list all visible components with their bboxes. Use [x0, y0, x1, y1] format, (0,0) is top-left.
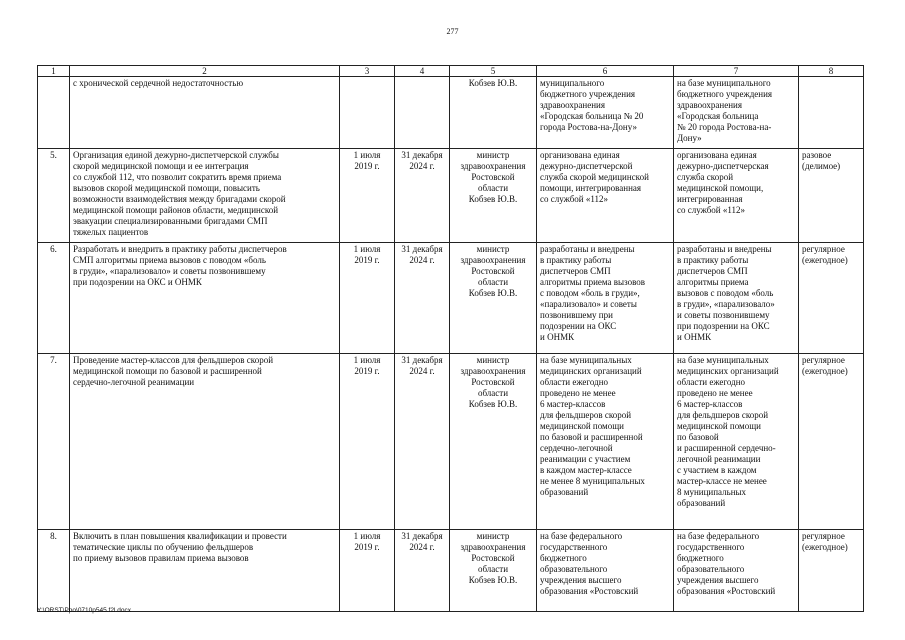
cell-text-line: государственного: [540, 542, 608, 552]
activity-cell: [70, 77, 340, 149]
cell-text-line: 31 декабря: [401, 355, 443, 365]
responsible-cell: [450, 530, 537, 612]
indicator-cell: [674, 354, 799, 530]
cell-text-line: проведено не менее: [677, 388, 753, 398]
cell-text-line: с участием в каждом: [677, 465, 757, 475]
cell-text-line: на базе федерального: [677, 531, 760, 541]
cell-text-line: (делимое): [802, 161, 841, 171]
cell-text-line: при подозрении на ОКС и ОНМК: [73, 277, 202, 287]
cell-text-line: государственного: [677, 542, 745, 552]
result-cell: [537, 243, 674, 354]
end-date-cell: [395, 530, 450, 612]
end-date-cell: [395, 354, 450, 530]
cell-text-line: для фельдшеров скорой: [677, 410, 769, 420]
cell-text-line: 2019 г.: [354, 542, 380, 552]
cell-text-line: и советы позвонившему: [677, 310, 770, 320]
cell-text-line: служба скорой: [677, 172, 734, 182]
cell-text-line: Кобзев Ю.В.: [468, 575, 518, 585]
cell-text-line: образований: [677, 498, 726, 508]
col-header-1: 1: [38, 66, 70, 77]
result-cell: [537, 530, 674, 612]
end-date-cell: [395, 149, 450, 243]
cell-text-line: 6 мастер-классов: [540, 399, 606, 409]
cell-text-line: в практику работы: [540, 255, 612, 265]
cell-text-line: министр: [476, 150, 510, 160]
cell-text-line: проведено не менее: [540, 388, 616, 398]
cell-text-line: по базовой и расширенной: [540, 432, 643, 442]
indicator-cell: [674, 243, 799, 354]
cell-text-line: дежурно-диспетчерской: [540, 161, 633, 171]
indicator-cell: [674, 77, 799, 149]
cell-text-line: области: [477, 183, 509, 193]
cell-text-line: не менее 8 муниципальных: [540, 476, 645, 486]
cell-text-line: с хронической сердечной недостаточностью: [73, 78, 244, 88]
periodicity-cell: [799, 530, 864, 612]
cell-text-line: Ростовской: [471, 553, 515, 563]
responsible-cell: [450, 149, 537, 243]
cell-text-line: области ежегодно: [540, 377, 609, 387]
cell-text-line: Дону»: [677, 133, 702, 143]
activity-cell: [70, 243, 340, 354]
cell-text-line: диспетчеров СМП: [540, 266, 611, 276]
cell-text-line: министр: [476, 531, 510, 541]
periodicity-cell: [799, 149, 864, 243]
indicator-cell: [674, 149, 799, 243]
cell-text-line: области: [477, 564, 509, 574]
cell-text-line: диспетчеров СМП: [677, 266, 748, 276]
cell-text-line: вызовов скорой медицинской помощи, повысить: [73, 183, 260, 193]
cell-text-line: и расширенной сердечно-: [677, 443, 776, 453]
activity-cell: [70, 354, 340, 530]
cell-text-line: области: [477, 388, 509, 398]
cell-text-line: министр: [476, 244, 510, 254]
cell-text-line: 31 декабря: [401, 244, 443, 254]
cell-text-line: Проведение мастер-классов для фельдшеров скорой: [73, 355, 274, 365]
cell-text-line: медицинской помощи: [540, 421, 624, 431]
row-number: 8.: [38, 530, 70, 612]
cell-text-line: на базе муниципального: [677, 78, 771, 88]
result-cell: [537, 77, 674, 149]
table-row: [38, 243, 864, 354]
plan-table: [37, 65, 864, 612]
table-row: [38, 77, 864, 149]
cell-text-line: на базе муниципальных: [677, 355, 769, 365]
cell-text-line: образовательного: [677, 564, 745, 574]
cell-text-line: 8 муниципальных: [677, 487, 747, 497]
row-number: [38, 77, 70, 149]
periodicity-cell: [799, 77, 864, 149]
cell-text-line: регулярное: [802, 531, 845, 541]
cell-text-line: 1 июля: [353, 150, 381, 160]
col-header-5: 5: [450, 66, 537, 77]
cell-text-line: мастер-классе не менее: [677, 476, 767, 486]
cell-text-line: со службой «112»: [677, 205, 746, 215]
cell-text-line: организована единая: [540, 150, 620, 160]
activity-cell: [70, 530, 340, 612]
cell-text-line: (ежегодное): [802, 255, 848, 265]
cell-text-line: Кобзев Ю.В.: [468, 399, 518, 409]
row-number: 5.: [38, 149, 70, 243]
activity-cell: [70, 149, 340, 243]
cell-text-line: города Ростова-на-Дону»: [540, 122, 637, 132]
table-row: [38, 149, 864, 243]
cell-text-line: легочной реанимации: [677, 454, 761, 464]
cell-text-line: разработаны и внедрены: [677, 244, 772, 254]
cell-text-line: в груди», «парализовало»: [677, 299, 775, 309]
cell-text-line: Ростовской: [471, 172, 515, 182]
cell-text-line: 2024 г.: [409, 366, 435, 376]
col-header-3: 3: [340, 66, 395, 77]
cell-text-line: 1 июля: [353, 244, 381, 254]
cell-text-line: Кобзев Ю.В.: [468, 194, 518, 204]
cell-text-line: с поводом «боль в груди»,: [540, 288, 640, 298]
cell-text-line: тематические циклы по обучению фельдшеров: [73, 542, 254, 552]
cell-text-line: в каждом мастер-классе: [540, 465, 632, 475]
header-row: [38, 66, 864, 77]
cell-text-line: медицинской помощи районов области, медицинской: [73, 205, 279, 215]
cell-text-line: учреждения высшего: [677, 575, 759, 585]
cell-text-line: разработаны и внедрены: [540, 244, 635, 254]
cell-text-line: 2019 г.: [354, 255, 380, 265]
cell-text-line: образовательного: [540, 564, 608, 574]
cell-text-line: подозрении на ОКС: [540, 321, 617, 331]
cell-text-line: в груди», «парализовало» и советы позвонившему: [73, 266, 266, 276]
cell-text-line: здравоохранения: [460, 255, 526, 265]
cell-text-line: Ростовской: [471, 377, 515, 387]
cell-text-line: образований: [540, 487, 589, 497]
cell-text-line: медицинской помощи: [677, 421, 761, 431]
result-cell: [537, 149, 674, 243]
table-row: [38, 354, 864, 530]
start-date-cell: [340, 149, 395, 243]
cell-text-line: Организация единой дежурно-диспетчерской службы: [73, 150, 279, 160]
cell-text-line: со службой «112»: [540, 194, 609, 204]
col-header-8: 8: [799, 66, 864, 77]
start-date-cell: [340, 243, 395, 354]
periodicity-cell: [799, 243, 864, 354]
cell-text-line: регулярное: [802, 355, 845, 365]
cell-text-line: интегрированная: [677, 194, 743, 204]
cell-text-line: «Городская больница: [677, 111, 759, 121]
cell-text-line: бюджетного: [540, 553, 587, 563]
cell-text-line: в практику работы: [677, 255, 749, 265]
indicator-cell: [674, 530, 799, 612]
cell-text-line: 2024 г.: [409, 542, 435, 552]
periodicity-cell: [799, 354, 864, 530]
cell-text-line: при подозрении на ОКС: [677, 321, 770, 331]
end-date-cell: [395, 77, 450, 149]
cell-text-line: по приему вызовов правилам приема вызовов: [73, 553, 249, 563]
cell-text-line: по базовой: [677, 432, 719, 442]
cell-text-line: 2019 г.: [354, 161, 380, 171]
cell-text-line: для фельдшеров скорой: [540, 410, 632, 420]
cell-text-line: бюджетного: [677, 553, 724, 563]
cell-text-line: Включить в план повышения квалификации и провести: [73, 531, 287, 541]
cell-text-line: реанимации с участием: [540, 454, 631, 464]
cell-text-line: алгоритмы приема вызовов: [540, 277, 646, 287]
row-number: 7.: [38, 354, 70, 530]
cell-text-line: области: [477, 277, 509, 287]
cell-text-line: Кобзев Ю.В.: [468, 78, 518, 88]
cell-text-line: Ростовской: [471, 266, 515, 276]
cell-text-line: СМП алгоритмы приема вызовов с поводом «боль: [73, 255, 266, 265]
footer-file-path: Y:\ORST\Ppo\0710p545.f2l.docx: [37, 607, 131, 614]
cell-text-line: учреждения высшего: [540, 575, 622, 585]
cell-text-line: 2024 г.: [409, 161, 435, 171]
cell-text-line: здравоохранения: [677, 100, 743, 110]
cell-text-line: бюджетного учреждения: [677, 89, 773, 99]
cell-text-line: позвонившему при: [540, 310, 613, 320]
col-header-4: 4: [395, 66, 450, 77]
cell-text-line: медицинских организаций: [677, 366, 779, 376]
cell-text-line: (ежегодное): [802, 366, 848, 376]
end-date-cell: [395, 243, 450, 354]
cell-text-line: 6 мастер-классов: [677, 399, 743, 409]
table-row: [38, 530, 864, 612]
cell-text-line: 1 июля: [353, 355, 381, 365]
result-cell: [537, 354, 674, 530]
responsible-cell: [450, 354, 537, 530]
cell-text-line: «парализовало» и советы: [540, 299, 637, 309]
cell-text-line: 31 декабря: [401, 150, 443, 160]
start-date-cell: [340, 530, 395, 612]
responsible-cell: [450, 77, 537, 149]
cell-text-line: медицинской помощи,: [677, 183, 764, 193]
cell-text-line: министр: [476, 355, 510, 365]
cell-text-line: здравоохранения: [460, 542, 526, 552]
cell-text-line: тяжелых пациентов: [73, 227, 149, 237]
cell-text-line: возможности взаимодействия между бригадами скорой: [73, 194, 286, 204]
cell-text-line: организована единая: [677, 150, 757, 160]
col-header-6: 6: [537, 66, 674, 77]
cell-text-line: сердечно-легочной: [540, 443, 613, 453]
cell-text-line: регулярное: [802, 244, 845, 254]
cell-text-line: 2024 г.: [409, 255, 435, 265]
row-number: 6.: [38, 243, 70, 354]
cell-text-line: области ежегодно: [677, 377, 746, 387]
cell-text-line: здравоохранения: [460, 161, 526, 171]
start-date-cell: [340, 354, 395, 530]
page-number: 277: [446, 27, 459, 36]
cell-text-line: со службой 112, что позволит сократить время приема: [73, 172, 282, 182]
cell-text-line: дежурно-диспетчерская: [677, 161, 769, 171]
cell-text-line: здравоохранения: [540, 100, 606, 110]
cell-text-line: вызовов с поводом «боль: [677, 288, 774, 298]
cell-text-line: муниципального: [540, 78, 605, 88]
cell-text-line: образования «Ростовский: [677, 586, 776, 596]
cell-text-line: и ОНМК: [540, 332, 575, 342]
cell-text-line: медицинских организаций: [540, 366, 642, 376]
start-date-cell: [340, 77, 395, 149]
responsible-cell: [450, 243, 537, 354]
cell-text-line: № 20 города Ростова-на-: [677, 122, 772, 132]
cell-text-line: Разработать и внедрить в практику работы диспетчеров: [73, 244, 287, 254]
table-body: [38, 77, 864, 612]
cell-text-line: разовое: [802, 150, 832, 160]
cell-text-line: помощи, интегрированная: [540, 183, 642, 193]
cell-text-line: служба скорой медицинской: [540, 172, 649, 182]
cell-text-line: 31 декабря: [401, 531, 443, 541]
cell-text-line: эвакуации специализированными бригадами СМП: [73, 216, 268, 226]
cell-text-line: Кобзев Ю.В.: [468, 288, 518, 298]
cell-text-line: сердечно-легочной реанимации: [73, 377, 195, 387]
cell-text-line: на базе муниципальных: [540, 355, 632, 365]
cell-text-line: здравоохранения: [460, 366, 526, 376]
cell-text-line: бюджетного учреждения: [540, 89, 636, 99]
cell-text-line: и ОНМК: [677, 332, 712, 342]
cell-text-line: алгоритмы приема: [677, 277, 749, 287]
cell-text-line: 2019 г.: [354, 366, 380, 376]
cell-text-line: скорой медицинской помощи и ее интеграция: [73, 161, 249, 171]
col-header-7: 7: [674, 66, 799, 77]
cell-text-line: 1 июля: [353, 531, 381, 541]
cell-text-line: на базе федерального: [540, 531, 623, 541]
cell-text-line: образования «Ростовский: [540, 586, 639, 596]
col-header-2: 2: [70, 66, 340, 77]
cell-text-line: медицинской помощи по базовой и расширенной: [73, 366, 262, 376]
cell-text-line: (ежегодное): [802, 542, 848, 552]
cell-text-line: «Городская больница № 20: [540, 111, 644, 121]
